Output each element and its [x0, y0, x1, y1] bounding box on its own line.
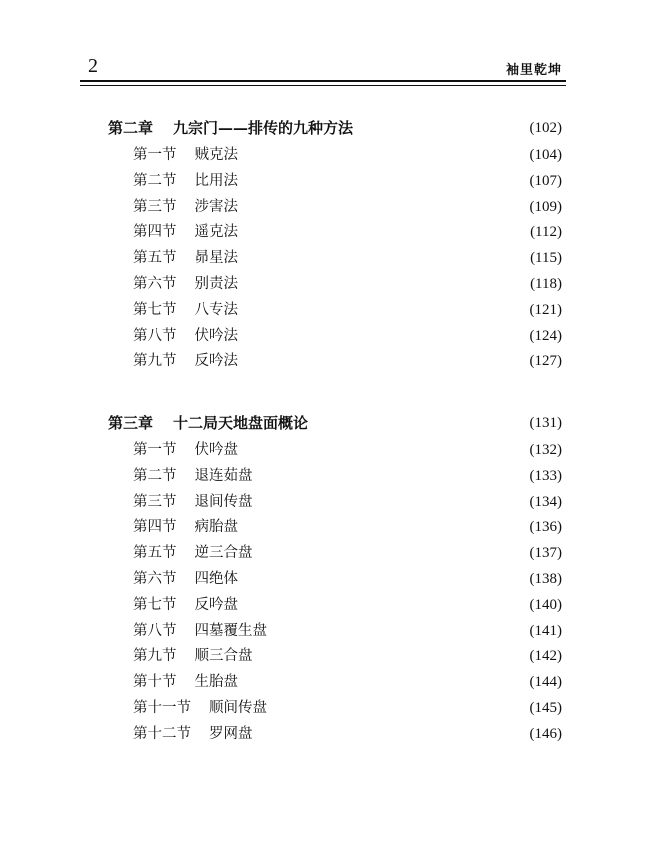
section-label: 第四节 [133, 519, 177, 536]
toc-section-entry[interactable] [133, 325, 562, 347]
section-title: 涉害法 [194, 198, 238, 215]
toc-section-entry[interactable] [133, 350, 562, 372]
section-title: 伏吟法 [194, 327, 238, 344]
running-header [80, 54, 566, 82]
dot-leader [244, 273, 524, 295]
section-title: 退连茹盘 [194, 467, 253, 484]
section-label: 第九节 [133, 353, 177, 370]
dot-leader [244, 170, 524, 192]
section-title: 逆三合盘 [194, 545, 253, 562]
section-page-number: (145) [529, 700, 562, 716]
section-page-number: (146) [529, 725, 562, 742]
toc-section-entry[interactable] [133, 273, 562, 295]
toc-section-entry[interactable] [133, 247, 562, 269]
toc-section-entry[interactable] [133, 594, 562, 616]
toc-section-entry[interactable] [133, 299, 562, 321]
chapter-title: 九宗门——排传的九种方法 [173, 119, 354, 137]
dot-leader [244, 325, 524, 347]
chapter-label: 第三章 [108, 414, 154, 432]
toc-section-entry[interactable] [133, 144, 562, 166]
section-label: 第五节 [133, 250, 177, 267]
section-page-number: (138) [529, 571, 562, 587]
dot-leader [244, 594, 524, 616]
section-page-number: (112) [530, 224, 562, 241]
section-page-number: (127) [529, 353, 562, 370]
section-label: 第七节 [133, 596, 177, 613]
toc-section-entry[interactable] [133, 465, 562, 487]
dot-leader [244, 350, 524, 372]
section-label: 第十二节 [133, 725, 191, 742]
dot-leader [259, 465, 524, 487]
section-label: 第三节 [133, 493, 177, 510]
section-page-number: (134) [529, 493, 562, 510]
toc-section-entry[interactable] [133, 170, 562, 192]
section-page-number: (104) [529, 147, 562, 163]
section-title: 别责法 [194, 276, 238, 292]
section-label: 第九节 [133, 648, 177, 665]
dot-leader [244, 671, 524, 693]
section-page-number: (118) [530, 276, 562, 292]
section-page-number: (132) [529, 442, 562, 458]
section-label: 第一节 [133, 147, 177, 163]
dot-leader [244, 299, 524, 321]
toc-section-entry[interactable] [133, 671, 562, 693]
section-page-number: (136) [529, 519, 562, 536]
section-title: 遥克法 [194, 224, 238, 241]
section-label: 第二节 [133, 467, 177, 484]
toc-section-entry[interactable] [133, 620, 562, 642]
section-page-number: (140) [529, 596, 562, 613]
section-label: 第五节 [133, 545, 177, 562]
dot-leader [244, 221, 524, 243]
section-label: 第七节 [133, 301, 177, 318]
section-page-number: (137) [529, 545, 562, 562]
section-label: 第六节 [133, 571, 177, 587]
section-title: 八专法 [194, 301, 238, 318]
section-title: 罗网盘 [209, 725, 253, 742]
section-page-number: (133) [529, 467, 562, 484]
section-title: 反吟盘 [194, 596, 238, 613]
chapter-page-number: (131) [529, 415, 562, 431]
toc-section-entry[interactable] [133, 542, 562, 564]
dot-leader [244, 439, 524, 461]
section-label: 第六节 [133, 276, 177, 292]
section-label: 第四节 [133, 224, 177, 241]
section-title: 比用法 [194, 172, 238, 189]
section-title: 生胎盘 [194, 674, 238, 691]
section-title: 顺三合盘 [194, 648, 253, 665]
section-title: 退间传盘 [194, 493, 253, 510]
toc-section-entry[interactable] [133, 568, 562, 590]
dot-leader [244, 516, 524, 538]
section-title: 伏吟盘 [194, 442, 238, 458]
section-title: 反吟法 [194, 353, 238, 370]
toc-chapter-entry[interactable] [108, 412, 562, 434]
toc-section-entry[interactable] [133, 221, 562, 243]
section-title: 贼克法 [194, 147, 238, 163]
dot-leader [244, 568, 524, 590]
section-label: 第八节 [133, 327, 177, 344]
section-page-number: (121) [529, 301, 562, 318]
dot-leader [259, 723, 524, 745]
toc-chapter-entry[interactable] [108, 117, 562, 139]
dot-leader [244, 144, 524, 166]
toc-section-entry[interactable] [133, 516, 562, 538]
dot-leader [259, 542, 524, 564]
section-label: 第二节 [133, 172, 177, 189]
section-label: 第十一节 [133, 700, 191, 716]
section-title: 顺间传盘 [209, 700, 267, 716]
dot-leader [244, 247, 524, 269]
section-label: 第八节 [133, 622, 177, 639]
section-page-number: (141) [529, 622, 562, 639]
section-title: 昴星法 [194, 250, 238, 267]
section-page-number: (124) [529, 327, 562, 344]
section-page-number: (109) [529, 198, 562, 215]
chapter-page-number: (102) [529, 120, 562, 136]
page-number: 2 [88, 55, 98, 77]
section-page-number: (144) [529, 674, 562, 691]
dot-leader [314, 412, 523, 434]
toc-section-entry[interactable] [133, 196, 562, 218]
section-title: 四墓覆生盘 [194, 622, 267, 639]
toc-section-entry[interactable] [133, 491, 562, 513]
book-title: 袖里乾坤 [505, 63, 562, 78]
section-label: 第十节 [133, 674, 177, 691]
dot-leader [273, 620, 524, 642]
chapter-label: 第二章 [108, 119, 154, 137]
toc-section-entry[interactable] [133, 697, 562, 719]
section-page-number: (107) [529, 172, 562, 189]
dot-leader [259, 645, 524, 667]
dot-leader [259, 491, 524, 513]
section-label: 第一节 [133, 442, 177, 458]
toc-section-entry[interactable] [133, 645, 562, 667]
dot-leader [273, 697, 524, 719]
section-title: 病胎盘 [194, 519, 238, 536]
toc-section-entry[interactable] [133, 439, 562, 461]
dot-leader [244, 196, 524, 218]
section-title: 四绝体 [194, 571, 238, 587]
section-page-number: (115) [530, 250, 562, 267]
section-label: 第三节 [133, 198, 177, 215]
chapter-title: 十二局天地盘面概论 [173, 414, 309, 432]
dot-leader [359, 117, 523, 139]
toc-section-entry[interactable] [133, 723, 562, 745]
section-page-number: (142) [529, 648, 562, 665]
